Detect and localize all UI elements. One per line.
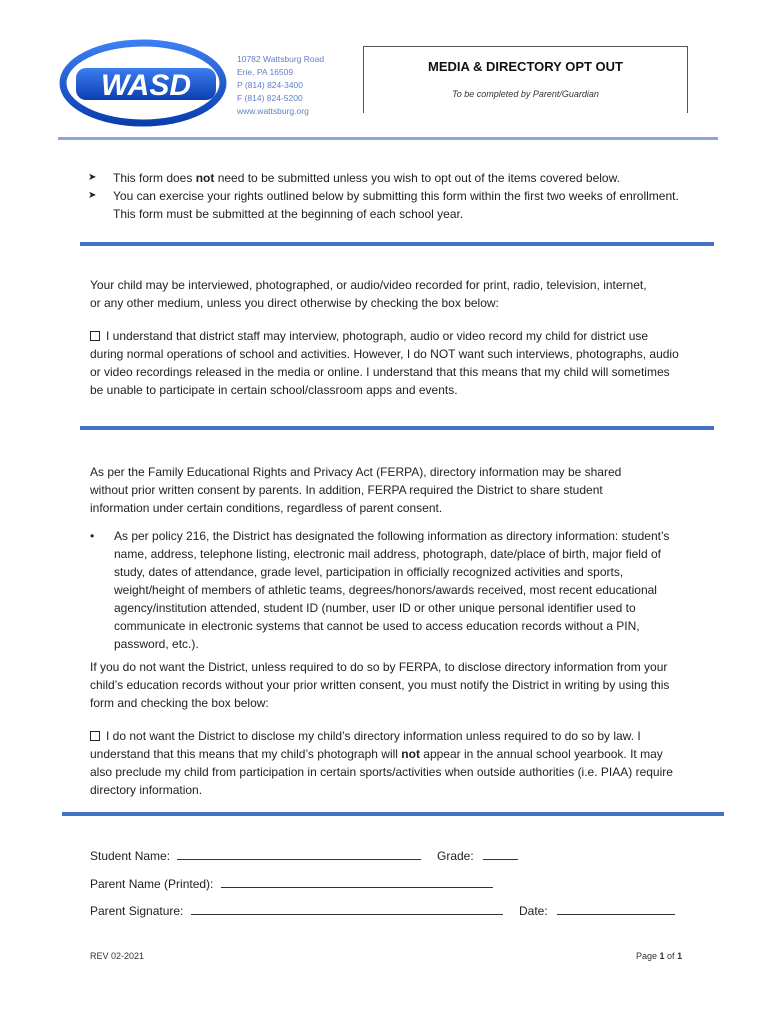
title-box xyxy=(363,46,688,113)
form-title: MEDIA & DIRECTORY OPT OUT xyxy=(427,59,623,74)
parent-signature-field[interactable] xyxy=(191,902,503,915)
date-row xyxy=(519,902,675,918)
revision-label: REV 02-2021 xyxy=(90,951,145,961)
arrow-bullet-icon: ➤ xyxy=(88,190,97,201)
form-subtitle: To be completed by Parent/Guardian xyxy=(452,89,599,99)
student-name-field[interactable] xyxy=(177,847,421,860)
parent-name-row xyxy=(90,875,493,891)
wasd-logo xyxy=(58,38,228,128)
student-name-row xyxy=(90,847,421,863)
ferpa-paragraph: As per the Family Educational Rights and Privacy Act (FERPA), directory information may be shared without prior written consent by parents. In addition, FERPA required the District to share student information under certain conditions, regardless of parent consent. xyxy=(90,465,622,515)
section-divider xyxy=(62,812,724,816)
grade-label: Grade: xyxy=(437,849,474,863)
parent-name-label: Parent Name (Printed): xyxy=(90,877,214,891)
emphasis-not: not xyxy=(195,171,215,185)
directory-optout-checkbox[interactable] xyxy=(90,731,100,741)
directory-info-bullet: • As per policy 216, the District has designated the following information as directory information: student’s name, address, telephone listing, electronic mail address, photograph, date/place of birth, major field of study, dates of attendance, grade level, participation in officially recognized activities and sports, weight/height of members of athletic teams, degrees/honors/awards received, most recent educational agency/institution attended, student ID (number, user ID or other unique personal identifier used to communicate in electronic systems that cannot be used to access education records without a PIN, password, etc.). xyxy=(90,529,670,651)
logo-text: WASD xyxy=(101,69,191,102)
student-name-label: Student Name: xyxy=(90,849,171,863)
section-divider xyxy=(80,242,714,246)
address-line: Erie, PA 16509 xyxy=(237,67,294,77)
header-divider xyxy=(58,137,718,140)
media-optout-checkbox[interactable] xyxy=(90,331,100,341)
emphasis-not: not xyxy=(401,747,420,761)
section-divider xyxy=(80,426,714,430)
grade-field[interactable] xyxy=(483,847,518,860)
grade-row xyxy=(437,847,518,863)
directory-optout-statement: I do not want the District to disclose my child’s directory information unless required to do so by law. I understand that this means that my child’s photograph will not appear in the annual school yearbook. It may also preclude my child from participation in certain sports/activities when outside authorities (i.e. PIAA) require directory information. xyxy=(90,729,673,797)
instruction-item: ➤ You can exercise your rights outlined below by submitting this form within the first two weeks of enrollment. This form must be submitted at the beginning of each school year. xyxy=(88,189,679,221)
parent-signature-row xyxy=(90,902,503,918)
notify-paragraph: If you do not want the District, unless required to do so by FERPA, to disclose directory information from your child’s education records without your prior written consent, you must notify the District in writing by using this form and checking the box below: xyxy=(90,660,670,710)
bullet-icon: • xyxy=(90,529,95,543)
parent-name-field[interactable] xyxy=(221,875,493,888)
instructions-list xyxy=(88,169,688,223)
date-label: Date: xyxy=(519,904,548,918)
date-field[interactable] xyxy=(557,902,675,915)
phone-line: P (814) 824-3400 xyxy=(237,80,304,90)
address-line: 10782 Wattsburg Road xyxy=(237,54,325,64)
media-paragraph: Your child may be interviewed, photographed, or audio/video recorded for print, radio, television, internet, or any other medium, unless you direct otherwise by checking the box below: xyxy=(90,278,647,310)
fax-line: F (814) 824-5200 xyxy=(237,93,303,103)
instruction-item: ➤ This form does not need to be submitted unless you wish to opt out of the items covered below. xyxy=(88,171,620,185)
page-number: Page 1 of 1 xyxy=(636,951,683,961)
website-line: www.wattsburg.org xyxy=(237,106,309,116)
parent-signature-label: Parent Signature: xyxy=(90,904,184,918)
media-optout-statement: I understand that district staff may interview, photograph, audio or video record my child for district use during normal operations of school and activities. However, I do NOT want such interviews, photographs, audio or video recordings released in the media or online. I understand that this means that my child will sometimes be unable to participate in certain school/classroom apps and events. xyxy=(90,329,679,397)
arrow-bullet-icon: ➤ xyxy=(88,172,97,183)
school-address xyxy=(237,53,324,118)
